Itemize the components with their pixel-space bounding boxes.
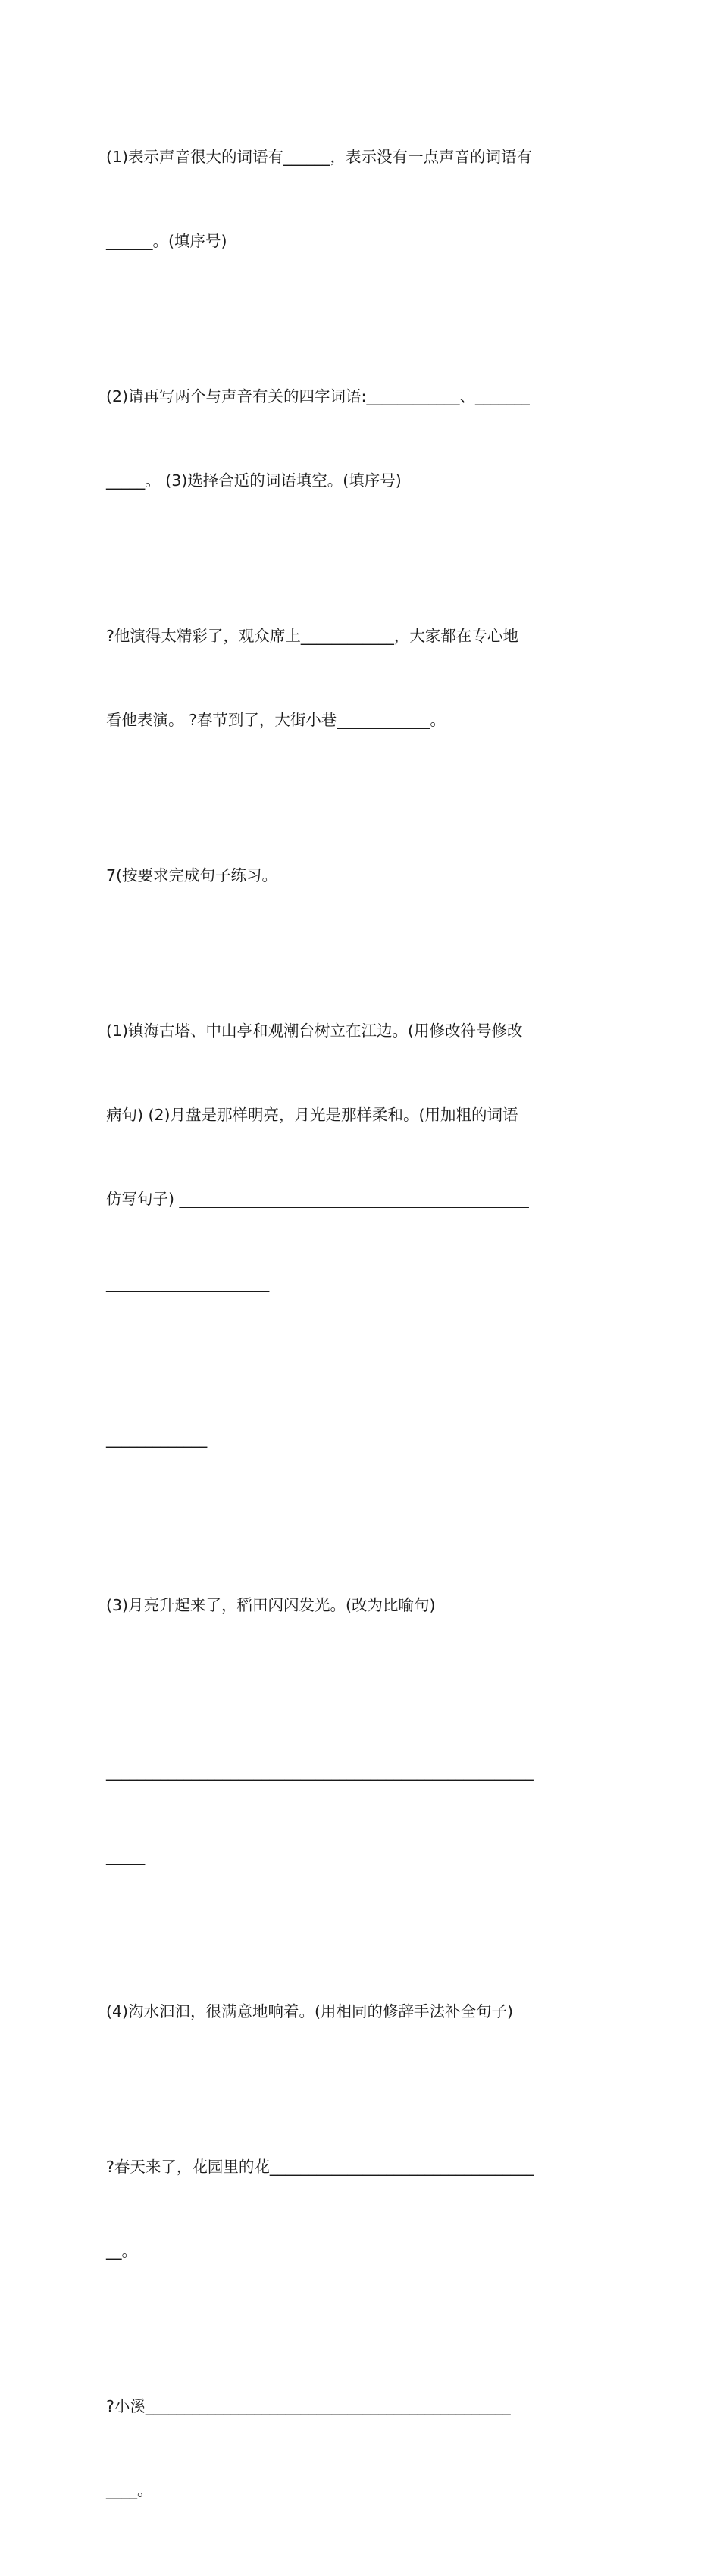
text-line: _____。 (3)选择合适的词语填空。(填序号) (106, 471, 402, 490)
text-line: ______。(填序号) (106, 232, 227, 250)
text-line: (1)镇海古塔、中山亭和观潮台树立在江边。(用修改符号修改 (106, 1022, 523, 1040)
text-line: __。 (106, 2242, 137, 2260)
section-7-heading (106, 806, 615, 946)
text-line: _____ (106, 1847, 146, 1865)
text-line: 仿写句子) _____________________________________________ (106, 1190, 529, 1208)
text-line: ?他演得太精彩了，观众席上____________，大家都在专心地 (106, 627, 518, 645)
question-2-paragraph (106, 327, 615, 551)
text-line: (3)月亮升起来了，稻田闪闪发光。(改为比喻句) (106, 1596, 436, 1614)
answer-blank-line (106, 1369, 615, 1509)
text-line: 看他表演。 ?春节到了，大街小巷____________。 (106, 711, 446, 729)
text-line: _______________________________________________________ (106, 1763, 534, 1781)
text-line: _____________________ (106, 1274, 270, 1292)
text-line: (4)沟水汩汩，很满意地响着。(用相同的修辞手法补全句子) (106, 2002, 514, 2020)
text-line: _____________ (106, 1429, 208, 1448)
question-3-paragraph (106, 1535, 615, 1676)
fill-in-sentences-paragraph (106, 566, 615, 790)
question-1-paragraph (106, 87, 615, 311)
text-line: 病句) (2)月盘是那样明亮，月光是那样柔和。(用加粗的词语 (106, 1106, 518, 1124)
spring-flower-sentence (106, 2097, 615, 2321)
text-line: ?小溪_______________________________________________ (106, 2397, 511, 2415)
exercise-content (106, 87, 615, 2576)
text-line: 7(按要求完成句子练习。 (106, 866, 278, 884)
sentence-exercise-paragraph (106, 961, 615, 1354)
question-4-paragraph (106, 1942, 615, 2082)
text-line: ____。 (106, 2481, 153, 2499)
creek-sentence (106, 2337, 615, 2561)
text-line: ?春天来了，花园里的花__________________________________ (106, 2158, 534, 2176)
text-line: (1)表示声音很大的词语有______，表示没有一点声音的词语有 (106, 148, 533, 166)
answer-blank-paragraph (106, 1702, 615, 1927)
text-line: (2)请再写两个与声音有关的四字词语:____________、_______ (106, 387, 530, 405)
